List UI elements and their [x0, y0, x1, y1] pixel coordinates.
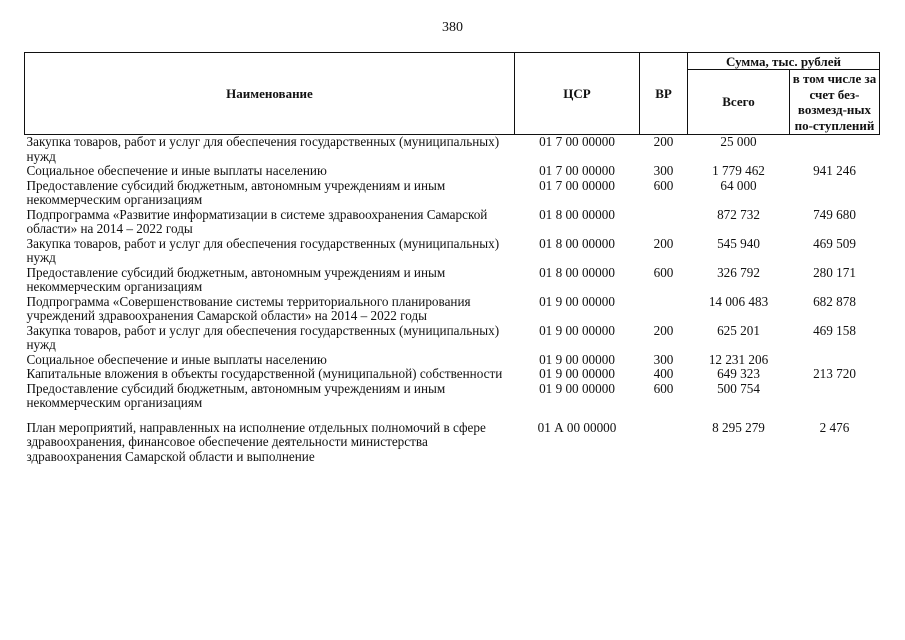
row-name: Предоставление субсидий бюджетным, автономным учреждениям и иным некоммерческим организациям — [26, 380, 446, 410]
table-row — [25, 367, 880, 382]
row-csr: 01 8 00 00000 — [539, 235, 615, 251]
row-vr: 300 — [653, 163, 674, 178]
row-csr: 01 7 00 00000 — [539, 134, 615, 149]
row-name: Закупка товаров, работ и услуг для обеспечения государственных (муниципальных) нужд — [26, 235, 500, 265]
budget-table — [24, 52, 880, 464]
row-free: 2 476 — [819, 419, 850, 435]
row-name: Социальное обеспечение и иные выплаты населению — [26, 351, 327, 367]
row-vr — [640, 295, 688, 324]
row-name: Предоставление субсидий бюджетным, автономным учреждениям и иным некоммерческим организациям — [26, 177, 446, 207]
table-row — [25, 353, 880, 368]
table-body — [25, 135, 880, 465]
row-name: Предоставление субсидий бюджетным, автономным учреждениям и иным некоммерческим организациям — [26, 264, 446, 294]
row-total: 326 792 — [717, 264, 760, 280]
table-row — [25, 208, 880, 237]
row-csr: 01 9 00 00000 — [539, 351, 615, 367]
row-free: 469 509 — [813, 235, 856, 251]
row-name: План мероприятий, направленных на исполнение отдельных полномочий в сфере здравоохранения, финансовое обеспечение деятельности министерства здравоохранения Самарской области и выполнение — [26, 419, 486, 464]
row-name: Закупка товаров, работ и услуг для обеспечения государственных (муниципальных) нужд — [26, 134, 500, 164]
table-row — [25, 382, 880, 411]
row-vr — [640, 411, 688, 465]
row-vr: 600 — [653, 177, 674, 193]
row-vr: 600 — [653, 380, 674, 396]
header-name: Наименование — [25, 53, 515, 135]
row-free: 682 878 — [813, 293, 856, 309]
row-name: Закупка товаров, работ и услуг для обеспечения государственных (муниципальных) нужд — [26, 322, 500, 352]
row-name: Подпрограмма «Развитие информатизации в системе здравоохранения Самарской области» на 2014 – 2022 годы — [26, 206, 488, 236]
header-csr: ЦСР — [515, 53, 640, 135]
table-row — [25, 266, 880, 295]
row-total: 8 295 279 — [712, 419, 765, 435]
row-free — [790, 382, 880, 411]
row-csr: 01 9 00 00000 — [539, 293, 615, 309]
row-free: 749 680 — [813, 206, 856, 222]
row-csr: 01 А 00 00000 — [537, 419, 617, 435]
table-row — [25, 295, 880, 324]
row-free: 280 171 — [813, 264, 856, 280]
row-csr: 01 7 00 00000 — [539, 177, 615, 193]
table-row — [25, 164, 880, 179]
row-free — [790, 135, 880, 165]
table-row — [25, 179, 880, 208]
row-csr: 01 9 00 00000 — [539, 366, 615, 381]
row-csr: 01 8 00 00000 — [539, 264, 615, 280]
row-total: 545 940 — [717, 235, 760, 251]
row-vr: 200 — [653, 322, 674, 338]
row-csr: 01 8 00 00000 — [539, 206, 615, 222]
table-row — [25, 411, 880, 465]
row-csr: 01 9 00 00000 — [539, 380, 615, 396]
header-free: в том числе за счет без-возмезд-ных по-ступлений — [790, 70, 880, 135]
row-free — [790, 179, 880, 208]
row-vr — [640, 208, 688, 237]
header-vr: ВР — [640, 53, 688, 135]
row-csr: 01 9 00 00000 — [539, 322, 615, 338]
page-number: 380 — [442, 20, 463, 35]
table-header — [25, 53, 880, 135]
row-total: 14 006 483 — [708, 293, 769, 309]
row-total: 872 732 — [717, 206, 760, 222]
row-total: 1 779 462 — [712, 163, 765, 178]
row-total: 64 000 — [720, 177, 757, 193]
row-total: 25 000 — [720, 134, 757, 149]
row-free: 469 158 — [813, 322, 856, 338]
row-name: Капитальные вложения в объекты государственной (муниципальной) собственности — [26, 366, 503, 381]
row-free: 941 246 — [813, 163, 856, 178]
row-total: 649 323 — [717, 366, 760, 381]
row-name: Социальное обеспечение и иные выплаты населению — [26, 163, 327, 178]
table-row — [25, 135, 880, 165]
header-sum: Сумма, тыс. рублей — [688, 53, 880, 70]
row-total: 625 201 — [717, 322, 760, 338]
table-row — [25, 324, 880, 353]
row-free — [790, 353, 880, 368]
row-vr: 600 — [653, 264, 674, 280]
row-csr: 01 7 00 00000 — [539, 163, 615, 178]
row-vr: 300 — [653, 351, 674, 367]
row-total: 500 754 — [717, 380, 760, 396]
row-vr: 400 — [653, 366, 674, 381]
row-vr: 200 — [653, 134, 674, 149]
row-total: 12 231 206 — [708, 351, 769, 367]
row-name: Подпрограмма «Совершенствование системы территориального планирования учреждений здравоохранения Самарской области» на 2014 – 2022 годы — [26, 293, 471, 323]
table-row — [25, 237, 880, 266]
row-vr: 200 — [653, 235, 674, 251]
header-total: Всего — [688, 70, 790, 135]
row-free: 213 720 — [813, 366, 856, 381]
